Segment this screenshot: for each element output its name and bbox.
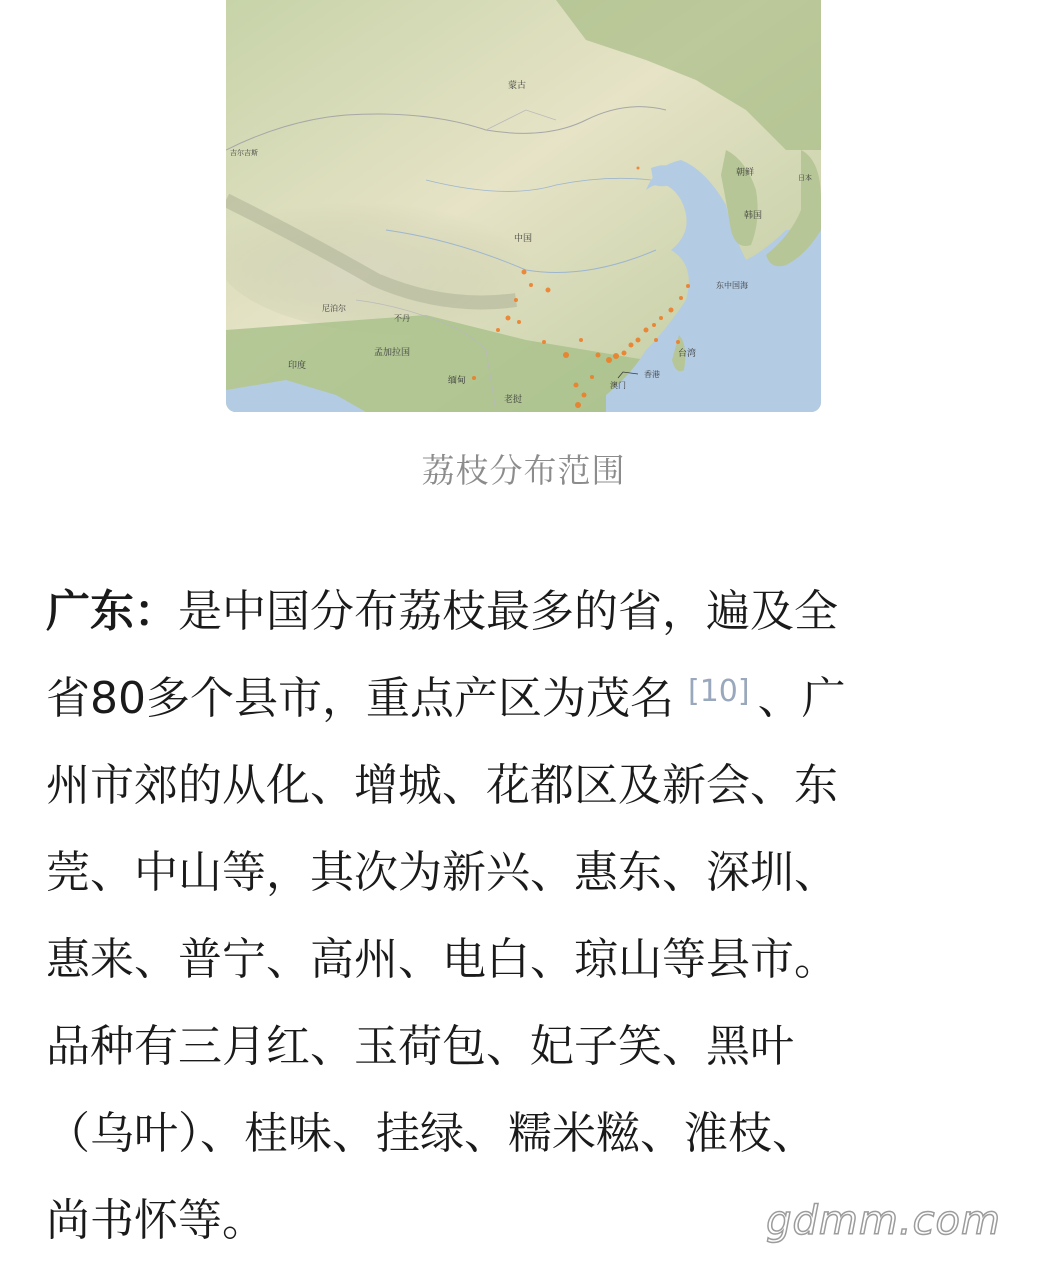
article-line-2 <box>46 655 1006 742</box>
map-label-bangladesh: 孟加拉国 <box>374 348 411 358</box>
article-line-3: 州市郊的从化、增城、花都区及新会、东 <box>46 760 838 811</box>
map-label-myanmar: 缅甸 <box>448 376 467 386</box>
map-label-hong-kong: 香港 <box>644 370 660 379</box>
article-line-8: 尚书怀等。 <box>46 1195 266 1246</box>
article-text: 、广 <box>757 673 846 724</box>
map-label-mongolia: 蒙古 <box>508 81 527 91</box>
watermark: gdmm.com <box>766 1198 1001 1244</box>
map-label-kyrgyzstan: 吉尔吉斯 <box>230 149 258 157</box>
article-text: 省80多个县市，重点产区为茂名 <box>46 673 674 724</box>
article-text: 是中国分布荔枝最多的省，遍及全 <box>178 586 838 637</box>
map-label-south-korea: 韩国 <box>744 211 763 221</box>
map-label-bhutan: 不丹 <box>394 314 410 323</box>
map-label-india: 印度 <box>288 361 307 371</box>
map-label-north-korea: 朝鲜 <box>736 168 755 178</box>
article-line-6: 品种有三月红、玉荷包、妃子笑、黑叶 <box>46 1021 794 1072</box>
map-label-japan: 日本 <box>798 174 812 182</box>
article-line-4: 莞、中山等，其次为新兴、惠东、深圳、 <box>46 847 838 898</box>
map-image <box>226 0 821 412</box>
distribution-map <box>226 0 821 412</box>
article-lead: 广东： <box>46 586 178 637</box>
map-label-east-china-sea: 东中国海 <box>716 281 748 290</box>
map-label-nepal: 尼泊尔 <box>322 304 346 313</box>
map-label-china: 中国 <box>514 234 533 244</box>
map-label-taiwan: 台湾 <box>678 349 697 359</box>
citation-link[interactable]: [10] <box>688 674 750 709</box>
article-line-7: （乌叶）、桂味、挂绿、糯米糍、淮枝、 <box>46 1108 816 1159</box>
article-paragraph <box>46 568 1006 1264</box>
article-line-1 <box>46 568 1006 655</box>
map-label-laos: 老挝 <box>504 395 523 405</box>
map-caption: 荔枝分布范围 <box>421 451 626 490</box>
article-line-5: 惠来、普宁、高州、电白、琼山等县市。 <box>46 934 838 985</box>
map-label-macau: 澳门 <box>610 381 626 390</box>
